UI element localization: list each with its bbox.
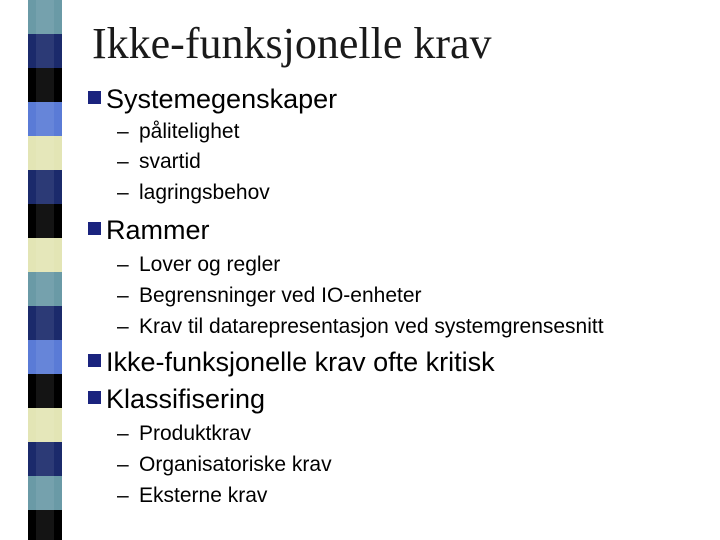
slide-title: Ikke-funksjonelle krav [92,19,492,68]
sub-eksterne-krav: Eksterne krav [139,484,268,507]
dash-marker: – [117,120,129,143]
bullet-marker [88,391,101,404]
dash-marker: – [117,253,129,276]
dash-marker: – [117,150,129,173]
sub-lover-og-regler: Lover og regler [139,253,281,276]
dash-marker: – [117,484,129,507]
dash-marker: – [117,453,129,476]
sub-palitelighet: pålitelighet [139,120,240,143]
bullet-marker [88,91,101,104]
sub-svartid: svartid [139,150,201,173]
sub-lagringsbehov: lagringsbehov [139,181,270,204]
sub-begrensninger: Begrensninger ved IO-enheter [139,284,422,307]
stripe-highlight [36,0,54,540]
sub-produktkrav: Produktkrav [139,422,252,445]
bullet-marker [88,222,101,235]
bullet-marker [88,354,101,367]
dash-marker: – [117,284,129,307]
sub-krav-datarepresentasjon: Krav til datarepresentasjon ved systemgrensesnitt [139,315,604,338]
bullet-klassifisering: Klassifisering [106,384,266,414]
bullet-ikke-funksjonelle-kritisk: Ikke-funksjonelle krav ofte kritisk [106,347,495,377]
bullet-rammer: Rammer [106,215,210,245]
decorative-stripe [0,0,62,540]
dash-marker: – [117,315,129,338]
bullet-systemegenskaper: Systemegenskaper [106,84,338,114]
dash-marker: – [117,422,129,445]
sub-organisatoriske-krav: Organisatoriske krav [139,453,332,476]
dash-marker: – [117,181,129,204]
